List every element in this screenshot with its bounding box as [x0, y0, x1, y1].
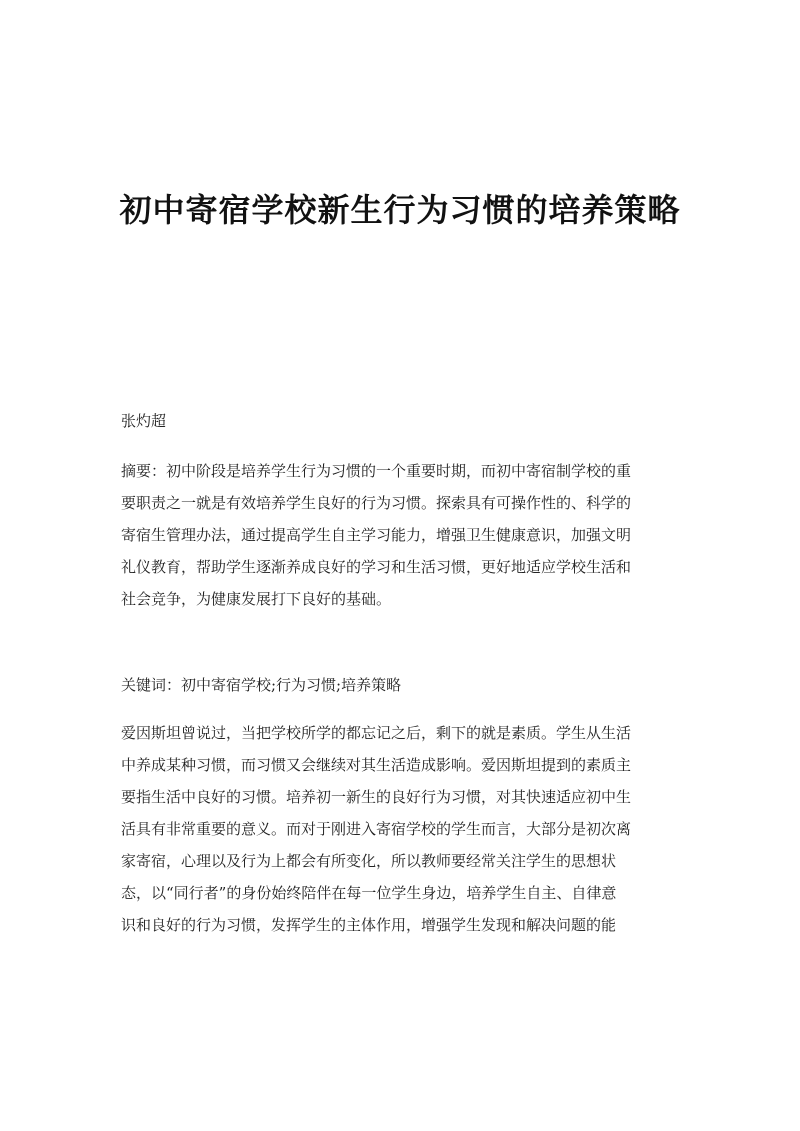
body-line: 态，以“同行者”的身份始终陪伴在每一位学生身边，培养学生自主、自律意: [121, 884, 617, 902]
body-line: 中养成某种习惯，而习惯又会继续对其生活造成影响。爱因斯坦提到的素质主: [121, 756, 632, 774]
body-paragraph: [121, 717, 673, 941]
body-line: 爱因斯坦曾说过，当把学校所学的都忘记之后，剩下的就是素质。学生从生活: [121, 724, 632, 742]
body-line: 家寄宿，心理以及行为上都会有所变化，所以教师要经常关注学生的思想状: [121, 852, 617, 870]
body-line: 要指生活中良好的习惯。培养初一新生的良好行为习惯，对其快速适应初中生: [121, 788, 632, 806]
body-line: 活具有非常重要的意义。而对于刚进入寄宿学校的学生而言，大部分是初次离: [121, 820, 632, 838]
author-name: 张灼超: [121, 412, 167, 430]
abstract-paragraph: [121, 455, 673, 615]
abstract-line: 礼仪教育，帮助学生逐渐养成良好的学习和生活习惯，更好地适应学校生活和: [121, 558, 632, 576]
keywords-line: 关键词：初中寄宿学校;行为习惯;培养策略: [121, 676, 402, 694]
document-title: 初中寄宿学校新生行为习惯的培养策略: [119, 191, 681, 229]
abstract-line: 摘要：初中阶段是培养学生行为习惯的一个重要时期，而初中寄宿制学校的重: [121, 462, 632, 480]
abstract-line: 社会竞争，为健康发展打下良好的基础。: [121, 590, 392, 608]
body-line: 识和良好的行为习惯，发挥学生的主体作用，增强学生发现和解决问题的能: [121, 916, 617, 934]
abstract-line: 要职责之一就是有效培养学生良好的行为习惯。探索具有可操作性的、科学的: [121, 494, 632, 512]
abstract-line: 寄宿生管理办法，通过提高学生自主学习能力，增强卫生健康意识，加强文明: [121, 526, 632, 544]
